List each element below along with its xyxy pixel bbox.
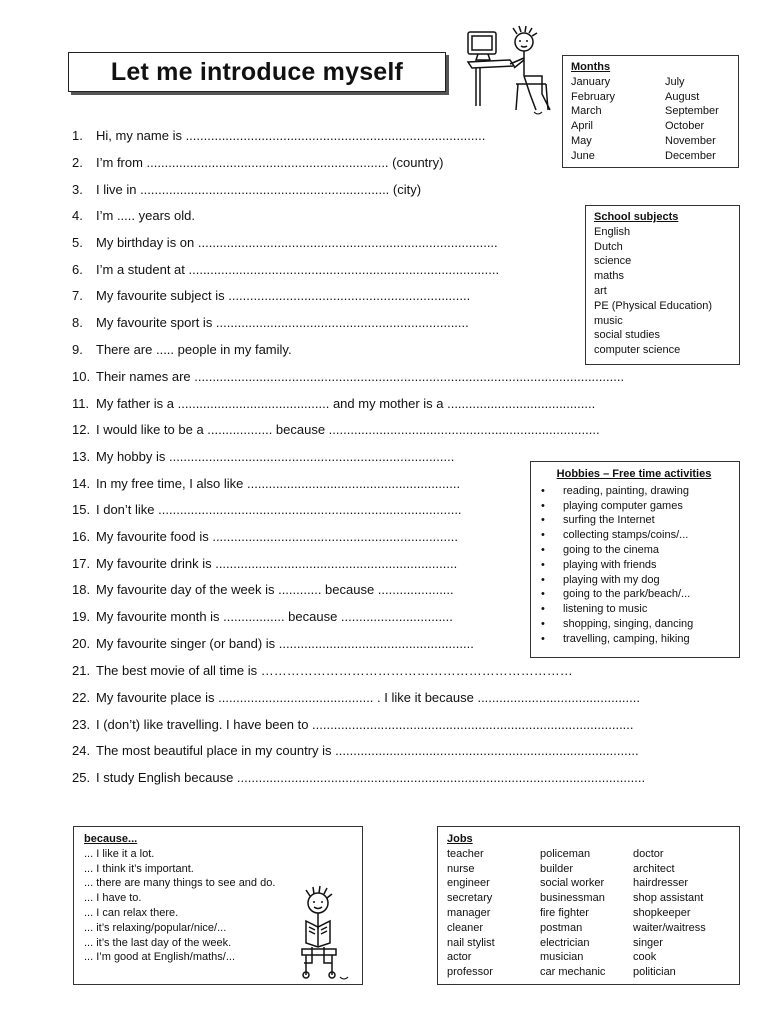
- question-5: 5. My birthday is on ...................................................................................: [72, 235, 498, 250]
- job-item: cook: [633, 951, 657, 964]
- jobs-box: [437, 826, 740, 985]
- hobby-item: • shopping, singing, dancing: [537, 617, 739, 632]
- question-3: 3. I live in ..................................................................... (city): [72, 182, 422, 197]
- job-item: policeman: [540, 847, 591, 860]
- because-item: ... I think it’s important.: [84, 862, 194, 875]
- because-item: ... I like it a lot.: [84, 847, 155, 860]
- month-item: December: [665, 149, 716, 162]
- subject-item: English: [594, 225, 631, 238]
- hobby-item: • surfing the Internet: [537, 513, 739, 528]
- question-11: 11. My father is a .......................................... and my mother is a .........................................: [72, 396, 596, 411]
- month-item: November: [665, 134, 716, 147]
- question-14: 14. In my free time, I also like ...........................................................: [72, 476, 461, 491]
- question-22: 22. My favourite place is ........................................... . I like it because .............................................: [72, 690, 640, 705]
- job-item: cleaner: [447, 921, 484, 934]
- question-12: 12. I would like to be a .................. because ...........................................................................: [72, 422, 600, 437]
- question-15: 15. I don’t like ....................................................................................: [72, 502, 462, 517]
- month-item: February: [571, 90, 616, 103]
- subject-item: maths: [594, 270, 624, 283]
- month-item: September: [665, 105, 719, 118]
- month-item: October: [665, 120, 705, 133]
- because-item: ... it’s relaxing/popular/nice/...: [84, 921, 227, 934]
- job-item: shop assistant: [633, 892, 704, 905]
- job-item: actor: [447, 951, 472, 964]
- question-23: 23. I (don’t) like travelling. I have been to .........................................................................................: [72, 717, 634, 732]
- job-item: fire fighter: [540, 906, 589, 919]
- job-item: musician: [540, 951, 584, 964]
- question-24: 24. The most beautiful place in my country is ....................................................................................: [72, 743, 639, 758]
- job-item: car mechanic: [540, 966, 606, 979]
- months-heading: Months: [571, 61, 611, 73]
- hobby-item: • playing computer games: [537, 499, 739, 514]
- jobs-heading: Jobs: [447, 833, 473, 845]
- page-title: Let me introduce myself: [110, 57, 404, 86]
- month-item: April: [571, 120, 594, 133]
- month-item: March: [571, 105, 602, 118]
- question-19: 19. My favourite month is ................. because ...............................: [72, 609, 453, 624]
- hobby-item: • reading, painting, drawing: [537, 484, 739, 499]
- because-item: ... there are many things to see and do.: [84, 877, 276, 890]
- question-16: 16. My favourite food is ....................................................................: [72, 529, 458, 544]
- because-item: ... it’s the last day of the week.: [84, 936, 232, 949]
- job-item: manager: [447, 906, 491, 919]
- hobby-item: • collecting stamps/coins/...: [537, 528, 739, 543]
- subject-item: music: [594, 314, 623, 327]
- subject-item: art: [594, 284, 607, 297]
- job-item: hairdresser: [633, 877, 689, 890]
- question-7: 7. My favourite subject is ...................................................................: [72, 288, 471, 303]
- because-item: ... I can relax there.: [84, 906, 179, 919]
- question-8: 8. My favourite sport is ......................................................................: [72, 315, 469, 330]
- job-item: architect: [633, 862, 675, 875]
- job-item: nurse: [447, 862, 475, 875]
- question-17: 17. My favourite drink is ...................................................................: [72, 556, 458, 571]
- subject-item: PE (Physical Education): [594, 299, 712, 312]
- job-item: electrician: [540, 936, 590, 949]
- hobbies-heading: Hobbies – Free time activities: [556, 468, 712, 480]
- job-item: secretary: [447, 892, 493, 905]
- child-at-computer-drawing: [462, 24, 558, 120]
- month-item: January: [571, 75, 611, 88]
- job-item: professor: [447, 966, 493, 979]
- school-subjects-box: [585, 205, 740, 365]
- title-box: [68, 52, 446, 92]
- question-10: 10. Their names are .......................................................................................................................: [72, 369, 625, 384]
- question-13: 13. My hobby is ...............................................................................: [72, 449, 455, 464]
- months-box: [562, 55, 739, 168]
- hobby-item: • playing with friends: [537, 558, 739, 573]
- job-item: singer: [633, 936, 663, 949]
- subject-item: Dutch: [594, 240, 623, 253]
- hobby-item: • going to the cinema: [537, 543, 739, 558]
- job-item: doctor: [633, 847, 664, 860]
- job-item: shopkeeper: [633, 906, 691, 919]
- because-box: [73, 826, 363, 985]
- hobby-item: • travelling, camping, hiking: [537, 632, 739, 647]
- question-4: 4. I’m ..... years old.: [72, 208, 195, 223]
- question-2: 2. I’m from ................................................................... (country): [72, 155, 444, 170]
- question-20: 20. My favourite singer (or band) is ......................................................: [72, 636, 474, 651]
- school-subjects-heading: School subjects: [594, 211, 679, 223]
- question-6: 6. I’m a student at ......................................................................................: [72, 262, 500, 277]
- job-item: social worker: [540, 877, 605, 890]
- subject-item: social studies: [594, 329, 661, 342]
- job-item: businessman: [540, 892, 605, 905]
- hobby-item: • playing with my dog: [537, 573, 739, 588]
- because-item: ... I’m good at English/maths/...: [84, 951, 236, 964]
- question-25: 25. I study English because .................................................................................................................: [72, 770, 646, 785]
- job-item: politician: [633, 966, 676, 979]
- because-heading: because...: [84, 833, 138, 845]
- job-item: engineer: [447, 877, 490, 890]
- job-item: waiter/waitress: [633, 921, 706, 934]
- hobby-item: • going to the park/beach/...: [537, 587, 739, 602]
- question-18: 18. My favourite day of the week is ............ because .....................: [72, 582, 454, 597]
- because-item: ... I have to.: [84, 892, 142, 905]
- subject-item: science: [594, 255, 632, 268]
- question-9: 9. There are ..... people in my family.: [72, 342, 292, 357]
- child-reading-book-drawing: [282, 885, 356, 983]
- month-item: May: [571, 134, 592, 147]
- job-item: teacher: [447, 847, 484, 860]
- month-item: July: [665, 75, 685, 88]
- month-item: June: [571, 149, 595, 162]
- job-item: nail stylist: [447, 936, 495, 949]
- subject-item: computer science: [594, 344, 681, 357]
- hobbies-box: [530, 461, 740, 658]
- hobby-item: • listening to music: [537, 602, 739, 617]
- job-item: builder: [540, 862, 574, 875]
- question-1: 1. Hi, my name is ...................................................................................: [72, 128, 486, 143]
- month-item: August: [665, 90, 700, 103]
- job-item: postman: [540, 921, 583, 934]
- question-21: 21. The best movie of all time is ………………………………………………………………: [72, 663, 573, 678]
